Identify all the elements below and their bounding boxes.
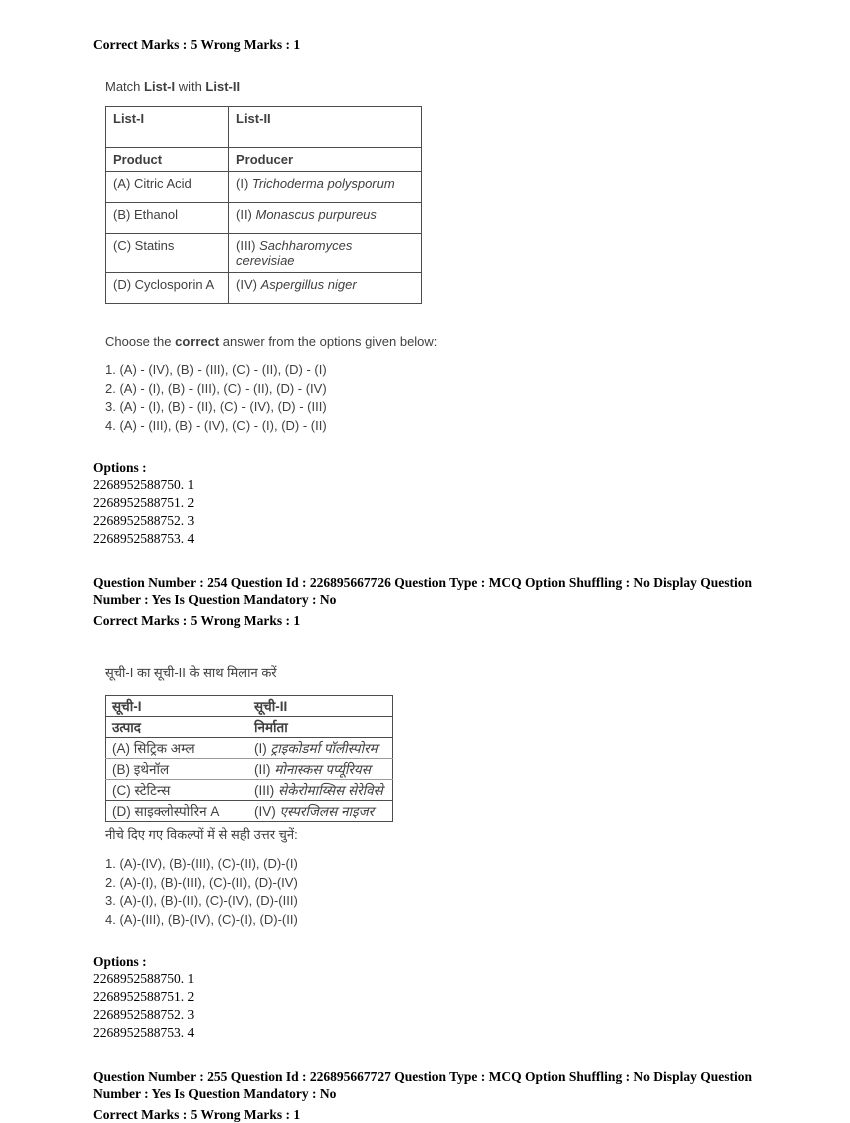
match-list2: List-II bbox=[205, 79, 241, 94]
table-row bbox=[106, 759, 393, 780]
roman-numeral: (I) bbox=[236, 176, 252, 191]
q253-marks-line: Correct Marks : 5 Wrong Marks : 1 bbox=[93, 37, 301, 52]
roman-numeral: (II) bbox=[254, 762, 275, 777]
species-name-hindi: ट्राइकोडर्मा पॉलीस्पोरम bbox=[270, 741, 378, 756]
table-cell-right bbox=[248, 738, 393, 759]
list-table-english bbox=[105, 106, 422, 304]
table-cell-right bbox=[248, 780, 393, 801]
answer-option-1: 1. (A)-(IV), (B)-(III), (C)-(II), (D)-(I) bbox=[105, 856, 298, 871]
answer-option-4: 4. (A) - (III), (B) - (IV), (C) - (I), (D) - (II) bbox=[105, 417, 327, 433]
q255-header-line: Question Number : 255 Question Id : 226895667727 Question Type : MCQ Option Shuffling : No Display Question Number : Yes Is Question Mandatory : No bbox=[93, 1069, 752, 1101]
option-id-1: 2268952588750. 1 bbox=[93, 971, 195, 986]
option-id-4: 2268952588753. 4 bbox=[93, 531, 195, 546]
table-cell-left: (B) इथेनॉल bbox=[106, 759, 249, 780]
species-name: Sachharomyces cerevisiae bbox=[236, 238, 353, 268]
table-cell-product: Product bbox=[106, 148, 229, 172]
table-cell-right bbox=[229, 273, 422, 304]
species-name: Aspergillus niger bbox=[260, 277, 357, 292]
q253-option-ids bbox=[93, 476, 790, 548]
choose-pre: Choose the bbox=[105, 334, 176, 349]
q254-marks-line: Correct Marks : 5 Wrong Marks : 1 bbox=[93, 613, 301, 628]
option-id-4: 2268952588753. 4 bbox=[93, 1025, 195, 1040]
option-id-2: 2268952588751. 2 bbox=[93, 989, 195, 1004]
option-id-2: 2268952588751. 2 bbox=[93, 495, 195, 510]
species-name-hindi: एस्परजिलस नाइजर bbox=[279, 804, 375, 819]
species-name-hindi: सेकेरोमाय्सिस सेरेविसे bbox=[278, 783, 383, 798]
answer-option-3: 3. (A) - (I), (B) - (II), (C) - (IV), (D) - (III) bbox=[105, 399, 327, 414]
option-id-1: 2268952588750. 1 bbox=[93, 477, 195, 492]
q254-options-list bbox=[105, 855, 790, 929]
table-row bbox=[106, 234, 422, 273]
q255-marks-line: Correct Marks : 5 Wrong Marks : 1 bbox=[93, 1107, 301, 1122]
roman-numeral: (IV) bbox=[254, 804, 280, 819]
table-cell-list2: List-II bbox=[229, 107, 422, 148]
table-row bbox=[106, 780, 393, 801]
table-cell-list1: List-I bbox=[106, 107, 229, 148]
table-cell-left: (A) सिट्रिक अम्ल bbox=[106, 738, 249, 759]
table-cell-left: (B) Ethanol bbox=[106, 203, 229, 234]
table-cell-left: (C) Statins bbox=[106, 234, 229, 273]
match-pre: Match bbox=[105, 79, 145, 94]
option-id-3: 2268952588752. 3 bbox=[93, 1007, 195, 1022]
table-cell-right bbox=[229, 203, 422, 234]
table-row bbox=[106, 172, 422, 203]
table-row-header2 bbox=[106, 717, 393, 738]
answer-option-2: 2. (A)-(I), (B)-(III), (C)-(II), (D)-(IV) bbox=[105, 874, 298, 890]
q254-header-line: Question Number : 254 Question Id : 226895667726 Question Type : MCQ Option Shuffling : No Display Question Number : Yes Is Question Mandatory : No bbox=[93, 575, 752, 607]
roman-numeral: (IV) bbox=[236, 277, 261, 292]
q253-options-list bbox=[105, 361, 790, 435]
table-row-header1 bbox=[106, 696, 393, 717]
answer-option-3: 3. (A)-(I), (B)-(II), (C)-(IV), (D)-(III) bbox=[105, 893, 298, 908]
table-row bbox=[106, 801, 393, 822]
roman-numeral: (II) bbox=[236, 207, 256, 222]
table-cell-right bbox=[229, 172, 422, 203]
table-cell-left: (D) Cyclosporin A bbox=[106, 273, 229, 304]
q254-options-label: Options : bbox=[93, 954, 147, 969]
match-list1: List-I bbox=[144, 79, 176, 94]
roman-numeral: (I) bbox=[254, 741, 271, 756]
q254-option-ids bbox=[93, 970, 790, 1042]
table-cell-nirmata: निर्माता bbox=[248, 717, 393, 738]
table-row bbox=[106, 273, 422, 304]
table-cell-utpad: उत्पाद bbox=[106, 717, 249, 738]
choose-post: answer from the options given below: bbox=[219, 334, 438, 349]
table-cell-left: (A) Citric Acid bbox=[106, 172, 229, 203]
table-cell-producer: Producer bbox=[229, 148, 422, 172]
roman-numeral: (III) bbox=[254, 783, 278, 798]
table-cell-right bbox=[248, 801, 393, 822]
species-name: Trichoderma polysporum bbox=[251, 176, 395, 191]
list-table-hindi bbox=[105, 695, 393, 822]
q254-choose-line-hindi: नीचे दिए गए विकल्पों में से सही उत्तर चुनें: bbox=[105, 827, 298, 842]
table-cell-right bbox=[229, 234, 422, 273]
q253-options-label: Options : bbox=[93, 460, 147, 475]
table-cell-right bbox=[248, 759, 393, 780]
table-cell-left: (C) स्टेटिन्स bbox=[106, 780, 249, 801]
q253-match-line bbox=[105, 79, 790, 94]
species-name-hindi: मोनास्कस पर्प्यूरियस bbox=[274, 762, 371, 777]
table-cell-suchi2: सूची-II bbox=[254, 699, 288, 714]
q254-match-line-hindi: सूची-I का सूची-II के साथ मिलान करें bbox=[105, 665, 277, 680]
match-mid: with bbox=[175, 79, 206, 94]
answer-option-2: 2. (A) - (I), (B) - (III), (C) - (II), (D) - (IV) bbox=[105, 380, 327, 396]
table-cell-suchi1: सूची-I bbox=[112, 699, 142, 714]
table-cell-left: (D) साइक्लोस्पोरिन A bbox=[106, 801, 249, 822]
roman-numeral: (III) bbox=[236, 238, 260, 253]
species-name: Monascus purpureus bbox=[255, 207, 377, 222]
answer-option-4: 4. (A)-(III), (B)-(IV), (C)-(I), (D)-(II) bbox=[105, 911, 298, 927]
table-row bbox=[106, 738, 393, 759]
table-row-header2 bbox=[106, 148, 422, 172]
option-id-3: 2268952588752. 3 bbox=[93, 513, 195, 528]
answer-option-1: 1. (A) - (IV), (B) - (III), (C) - (II), (D) - (I) bbox=[105, 362, 327, 377]
table-row-header1 bbox=[106, 107, 422, 148]
choose-correct: correct bbox=[175, 334, 220, 349]
q253-choose-line bbox=[105, 334, 790, 349]
table-row bbox=[106, 203, 422, 234]
